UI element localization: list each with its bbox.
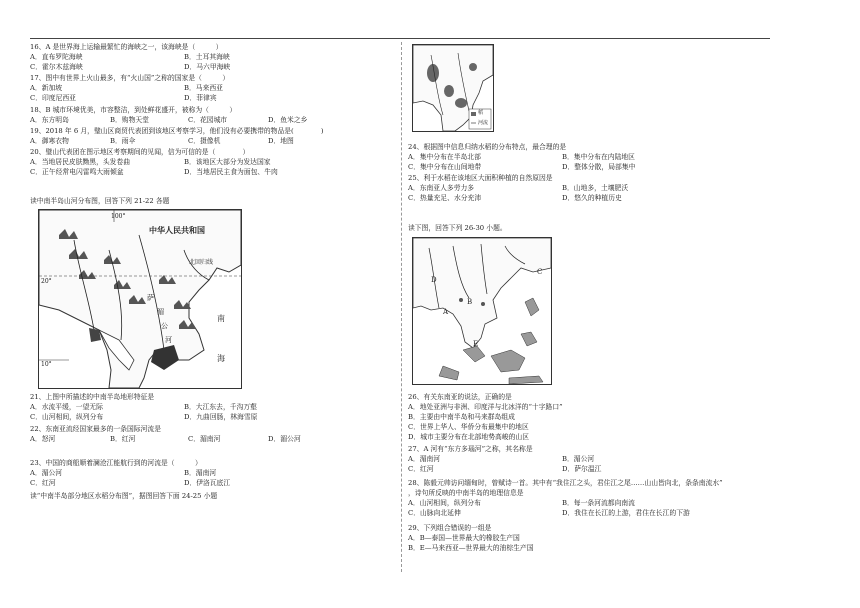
q17-option-a: A．新加坡 [30, 84, 63, 92]
q25-option-b: B．山地多，土壤肥沃 [562, 184, 629, 192]
map3-label-e: E [473, 340, 479, 348]
q20-option-c: C．正午经常电闪雷鸣大雨倾盆 [30, 168, 124, 176]
map1-graphic [39, 210, 241, 388]
map1-label-100: 100° [111, 213, 126, 220]
q20-stem: 20、璧山代表团在图示地区考察期间的见闻，信为可信的是（ ） [30, 148, 250, 156]
q27-stem: 27、A 河有“东方多瑙河”之称，其名称是 [408, 445, 533, 453]
map1-label-20: 20° [41, 278, 52, 285]
q26-option-c: C．世界上华人、华侨分布最集中的地区 [408, 423, 529, 431]
map1-label-china: 中华人民共和国 [149, 225, 205, 235]
q16-option-a: A．直布罗陀海峡 [30, 53, 83, 61]
q28-option-b: B．每一条河流都向南流 [562, 499, 635, 507]
map3-label-a: A [443, 308, 449, 316]
column-divider [401, 42, 402, 572]
q21-option-d: D．九曲回肠，林海雪原 [184, 413, 258, 421]
intro-21-22: 读中南半岛山河分布图，回答下列 21-22 各题 [30, 197, 170, 205]
q27-option-d: D．萨尔温江 [562, 465, 602, 473]
q19-stem: 19、2018 年 6 月，璧山区商贸代表团到该地区考察学习，他们没有必要携带的物品是( ) [30, 127, 324, 135]
q20-option-a: A．当地居民皮肤黝黑，头发卷曲 [30, 158, 131, 166]
q26-option-d: D．城市主要分布在北部地势高峻的山区 [408, 433, 529, 441]
q27-option-b: B．湄公河 [562, 455, 595, 463]
q18-option-d: D．鱼米之乡 [268, 116, 308, 124]
q19-option-c: C．摄像机 [188, 137, 221, 145]
q23-option-a: A．湄公河 [30, 469, 63, 477]
q19-option-d: D．地图 [268, 137, 294, 145]
q21-option-b: B．大江东去，千沟万壑 [184, 403, 257, 411]
map2-legend-river: 河流 [478, 120, 489, 126]
map1-label-tropic: 北回归线 [189, 259, 214, 266]
q23-option-d: D．伊洛瓦底江 [184, 479, 231, 487]
q22-option-d: D．湄公河 [268, 435, 301, 443]
q26-option-b: B．主要由中南半岛和马来群岛组成 [408, 413, 515, 421]
q25-option-a: A．东南亚人多劳力多 [408, 184, 475, 192]
map1-label-lan: 湄 [157, 308, 164, 316]
q29-stem: 29、下列组合错误的一组是 [408, 524, 492, 532]
q17-option-d: D．菲律宾 [184, 94, 217, 102]
q23-stem: 23、中国的商船顺着澜沧江能航行到的河流是（ ） [30, 459, 202, 467]
q21-option-c: C．山河相间，纵列分布 [30, 413, 104, 421]
q27-option-c: C．红河 [408, 465, 434, 473]
q24-option-b: B．集中分布在内陆地区 [562, 153, 635, 161]
rice-distribution-map [412, 44, 494, 132]
q28-option-c: C．山脉向北延伸 [408, 509, 461, 517]
q16-option-c: C．霍尔木兹海峡 [30, 63, 83, 71]
indochina-mountain-river-map [38, 209, 242, 389]
q17-stem: 17、图中有世界上火山最多，有“火山国”之称的国家是（ ） [30, 74, 230, 82]
q22-stem: 22、东南亚流经国家最多的一条国际河流是 [30, 425, 161, 433]
intro-24-25: 读“中南半岛部分地区水稻分布图”，据图回答下面 24-25 小题 [30, 492, 218, 500]
map3-graphic [413, 238, 551, 384]
q25-option-c: C．热量充足、水分充沛 [408, 194, 482, 202]
map1-label-hai: 海 [217, 354, 225, 363]
q19-option-a: A．御寒衣物 [30, 137, 69, 145]
q16-option-d: D．马六甲海峡 [184, 63, 231, 71]
map1-label-nan: 南 [217, 314, 225, 323]
q24-option-c: C．集中分布在山间地带 [408, 163, 482, 171]
map2-legend-rice: 稻 [478, 110, 484, 116]
q28-stem-line2: ，诗句所反映的中南半岛的地理信息是 [408, 489, 524, 497]
q22-option-c: C．湄南河 [188, 435, 221, 443]
q17-option-c: C．印度尼西亚 [30, 94, 76, 102]
q20-option-d: D．当地居民主食为面包、牛肉 [184, 168, 278, 176]
q26-stem: 26、有关东南亚的说法，正确的是 [408, 393, 512, 401]
q24-stem: 24、根据图中信息归纳水稻的分布特点，最合理的是 [408, 143, 567, 151]
map3-label-c: C [537, 268, 543, 276]
intro-26-30: 读下图，回答下列 26-30 小题。 [408, 224, 507, 232]
q23-option-c: C．红河 [30, 479, 56, 487]
southeast-asia-map [412, 237, 552, 385]
q17-option-b: B．马来西亚 [184, 84, 223, 92]
q28-option-a: A．山河相间，纵列分布 [408, 499, 481, 507]
q23-option-b: B．湄南河 [184, 469, 217, 477]
map1-label-10: 10° [41, 361, 52, 368]
q21-option-a: A．水流平缓，一望无际 [30, 403, 103, 411]
q18-option-a: A．东方明岛 [30, 116, 69, 124]
q21-stem: 21、上图中所描述的中南半岛地形特征是 [30, 393, 155, 401]
q24-option-d: D．整体分散，局部集中 [562, 163, 636, 171]
q29-option-b: B．E—马来西亚—世界最大的油棕生产国 [408, 544, 534, 552]
map1-label-gong: 公 [161, 322, 168, 330]
q19-option-b: B．雨伞 [110, 137, 136, 145]
q29-option-a: A．B—泰国—世界最大的橡胶生产国 [408, 534, 520, 542]
q28-stem-line1: 28、陈毅元帅访问缅甸时，曾赋诗一首。其中有“我住江之头，君住江之尾……山山皆向北，条条南流水” [408, 479, 723, 487]
q27-option-a: A．湄南河 [408, 455, 441, 463]
map1-label-ping: 萨 [147, 294, 154, 302]
q22-option-b: B．红河 [110, 435, 136, 443]
q28-option-d: D．我住在长江的上游，君住在长江的下游 [562, 509, 690, 517]
q18-stem: 18、B 城市环境优美，市容整洁，到处鲜花盛开，被称为（ ） [30, 106, 237, 114]
map3-label-b: B [467, 298, 473, 306]
top-rule [30, 38, 770, 39]
q25-stem: 25、利于水稻在该地区大面积种植的自然原因是 [408, 174, 553, 182]
q18-option-b: B．购物天堂 [110, 116, 149, 124]
map1-label-he: 河 [165, 336, 172, 344]
q16-stem: 16、A 是世界海上运输最繁忙的海峡之一，该海峡是（ ） [30, 43, 223, 51]
q24-option-a: A．集中分布在半岛北部 [408, 153, 481, 161]
q18-option-c: C．花园城市 [188, 116, 228, 124]
q16-option-b: B．土耳其海峡 [184, 53, 230, 61]
q25-option-d: D．悠久的种植历史 [562, 194, 622, 202]
map3-label-d: D [431, 276, 437, 284]
q22-option-a: A．怒河 [30, 435, 56, 443]
q20-option-b: B．该地区大部分为发达国家 [184, 158, 271, 166]
q26-option-a: A．地处亚洲与非洲、印度洋与北冰洋的“十字路口” [408, 403, 563, 411]
